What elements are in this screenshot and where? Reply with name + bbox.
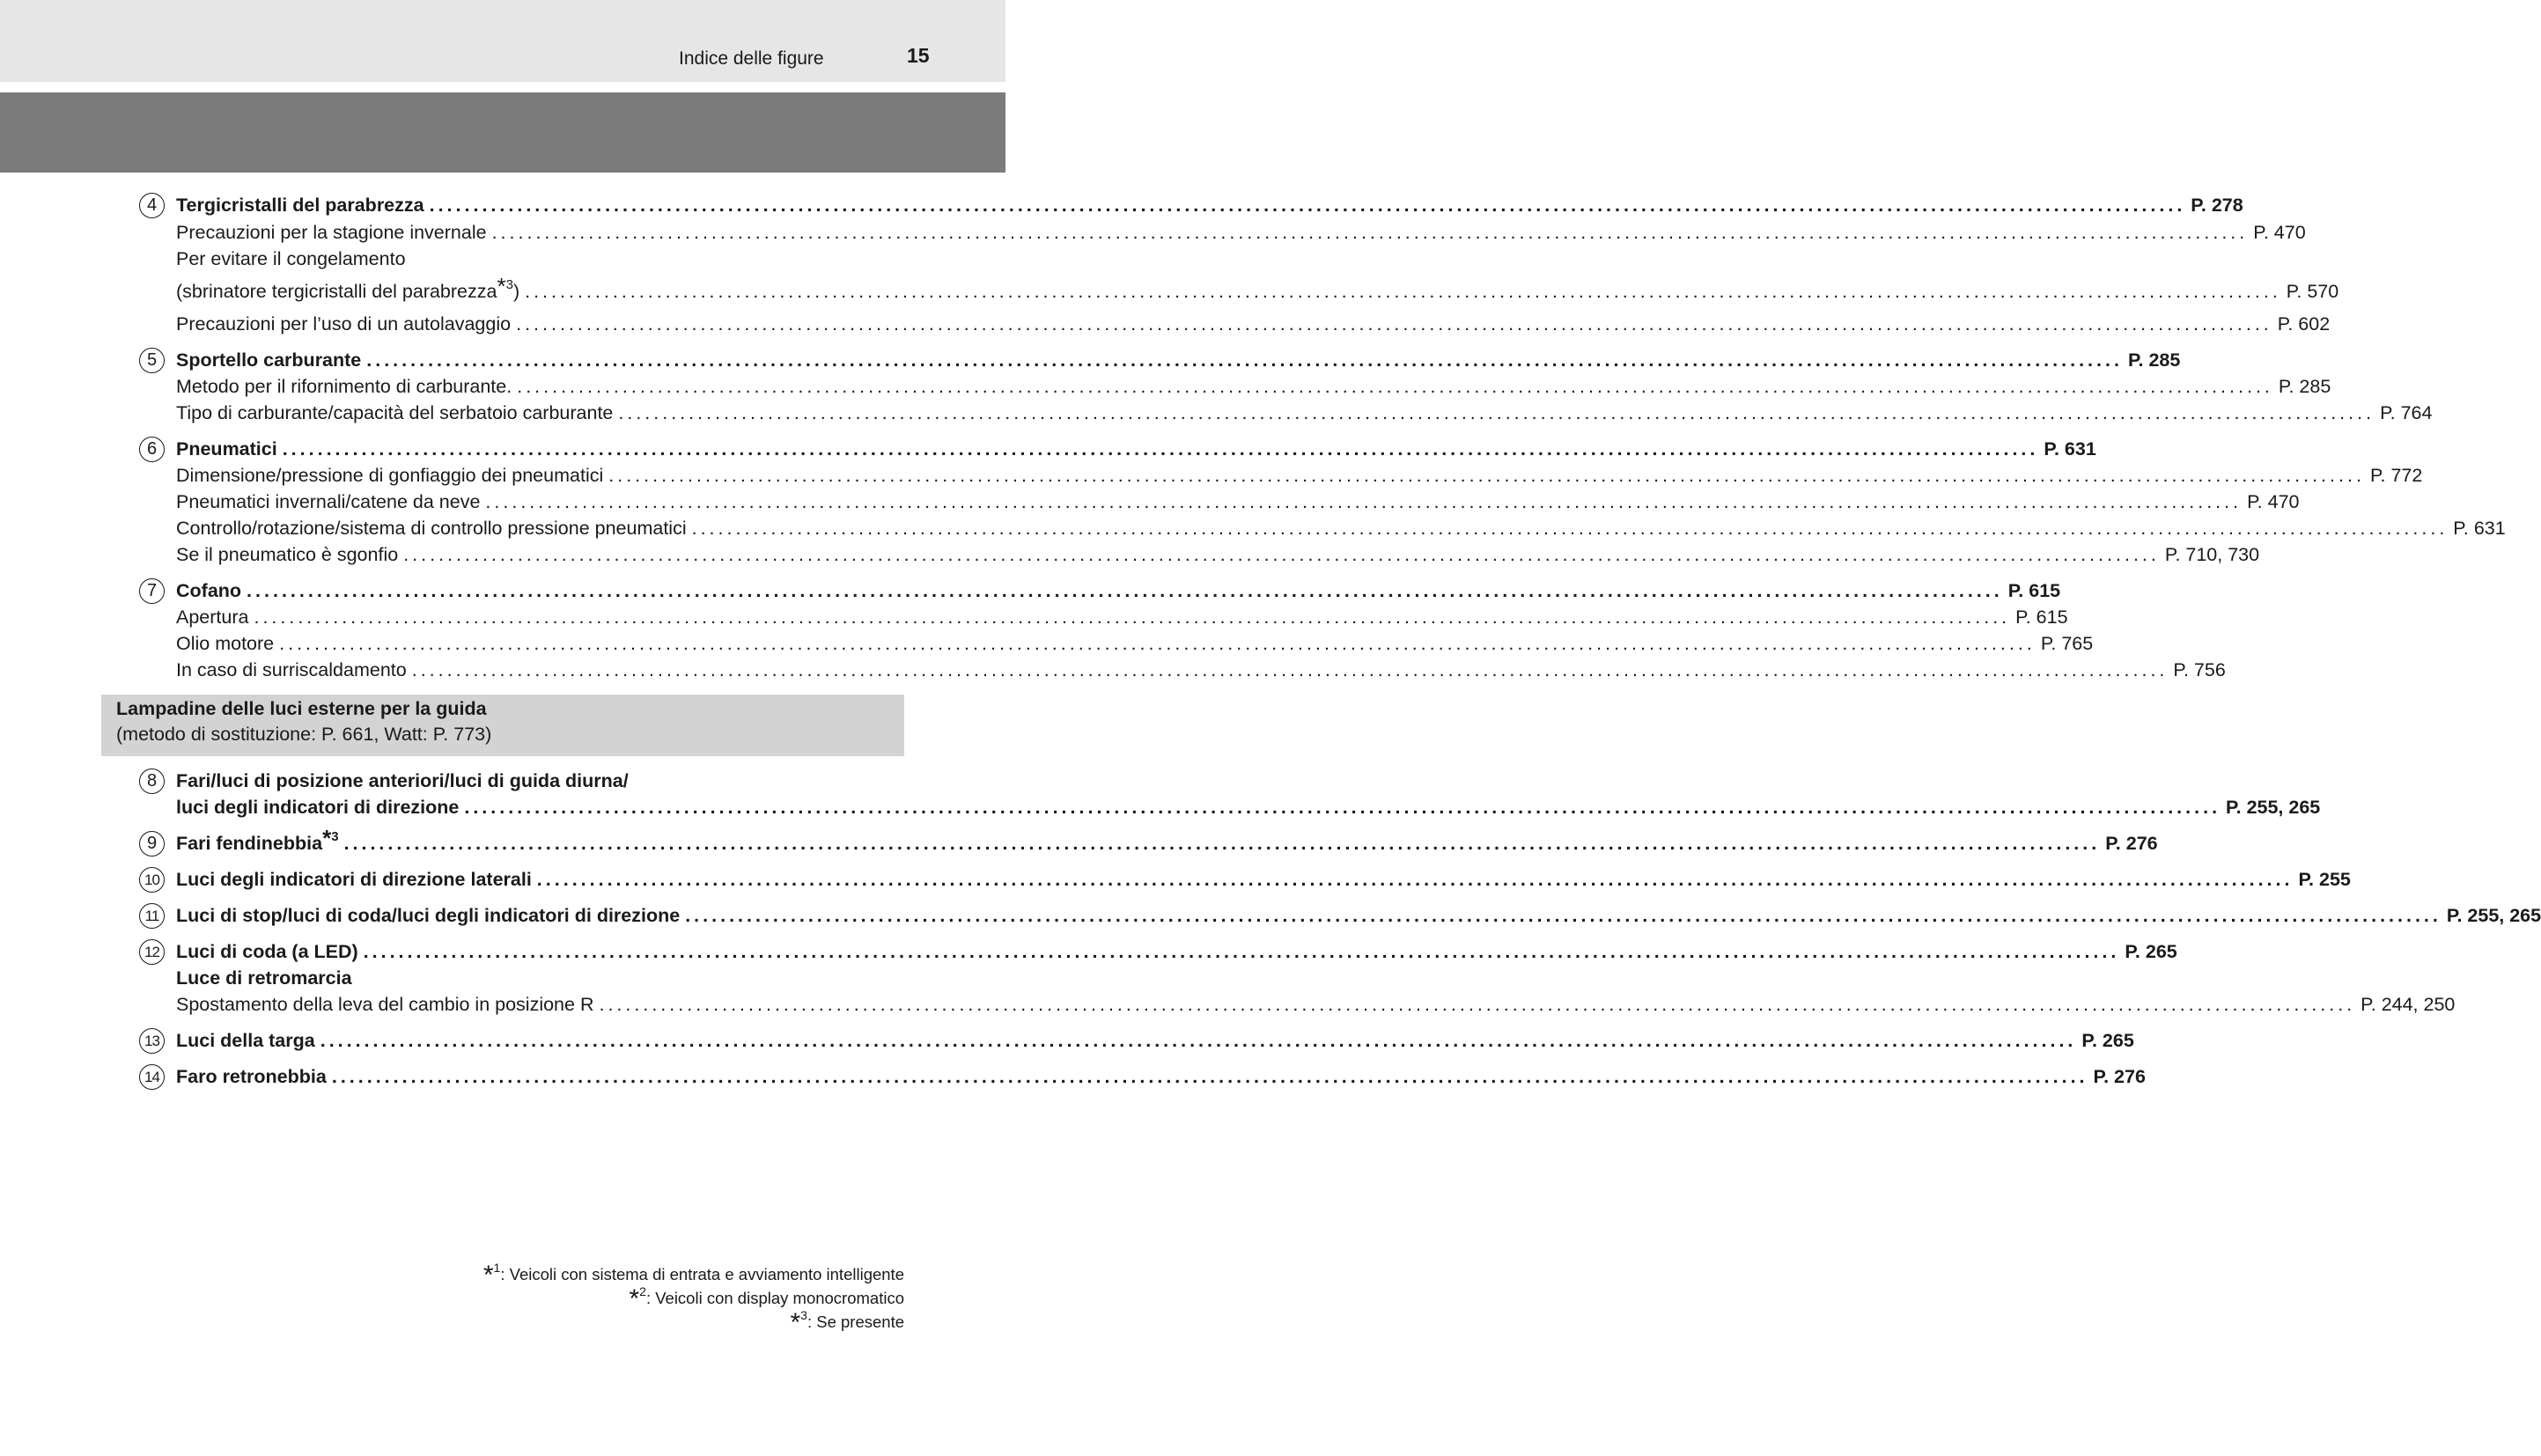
entry-label: Controllo/rotazione/sistema di controllo pressione pneumatici — [176, 518, 687, 539]
footnote-star: * — [322, 825, 332, 851]
index-entry[interactable] — [176, 489, 2300, 515]
index-entry-line — [176, 515, 2506, 541]
index-entry[interactable] — [176, 866, 2351, 893]
item-number-12: 12 — [139, 939, 165, 965]
entry-label: Precauzioni per l’uso di un autolavaggio — [176, 313, 512, 335]
entry-page-ref[interactable]: P. 631 — [2453, 518, 2506, 539]
index-entry[interactable] — [176, 541, 2260, 568]
entry-page-ref[interactable]: P. 265 — [2125, 941, 2177, 962]
index-entry[interactable] — [176, 246, 863, 272]
entry-label: Luci della targa — [176, 1030, 315, 1051]
entry-label: (sbrinatore tergicristalli del parabrezza$^{*3}$) — [176, 273, 520, 302]
section-title: Lampadine delle luci esterne per la guida — [116, 698, 487, 719]
entry-label: Pneumatici invernali/catene da neve — [176, 491, 481, 512]
entry-page-ref[interactable]: P. 570 — [2286, 281, 2339, 302]
entry-page-ref[interactable]: P. 244, 250 — [2361, 994, 2456, 1015]
item-number-9: 9 — [139, 831, 165, 857]
index-entry-line — [176, 489, 2300, 515]
entry-label: Cofano — [176, 580, 242, 601]
entry-page-ref[interactable]: P. 285 — [2127, 349, 2181, 371]
dot-leader: ........................................................................................................................................................................................................ — [279, 633, 2036, 654]
index-entry[interactable] — [176, 347, 2181, 373]
entry-page-ref[interactable]: P. 602 — [2277, 313, 2331, 335]
entry-label: Faro retronebbia — [176, 1066, 327, 1087]
dot-leader: ........................................................................................................................................................................................................ — [320, 1030, 2077, 1051]
dot-leader: ........................................................................................................................................................................................................ — [691, 518, 2449, 539]
index-entry-line — [176, 436, 2096, 462]
dot-leader: ........................................................................................................................................................................................................ — [254, 607, 2011, 628]
item-number-13: 13 — [139, 1028, 165, 1054]
index-entry[interactable] — [176, 938, 2177, 965]
index-entry[interactable] — [176, 825, 2158, 857]
dot-leader: ........................................................................................................................................................................................................ — [525, 281, 2281, 302]
entry-page-ref[interactable]: P. 615 — [2007, 580, 2061, 601]
footnote-number: 3 — [800, 1308, 807, 1322]
header-dark-band — [0, 92, 1005, 173]
entry-label: Olio motore — [176, 633, 275, 654]
entry-page-ref[interactable]: P. 772 — [2369, 465, 2423, 486]
index-entry[interactable] — [176, 373, 2331, 400]
footnote-text: : Veicoli con sistema di entrata e avviamento intelligente — [500, 1265, 904, 1283]
dot-leader: ........................................................................................................................................................................................................ — [411, 659, 2169, 680]
index-entry[interactable] — [176, 311, 2331, 337]
entry-page-ref[interactable]: P. 470 — [2247, 491, 2300, 512]
item-number-6: 6 — [139, 437, 165, 462]
entry-page-ref[interactable]: P. 255, 265 — [2446, 905, 2541, 926]
index-entry[interactable] — [176, 436, 2096, 462]
footnote-ref: 3 — [505, 277, 513, 292]
footnote-ref: 3 — [331, 829, 339, 844]
entry-label: Se il pneumatico è sgonfio — [176, 544, 399, 565]
entry-label: Fari/luci di posizione anteriori/luci di guida diurna/ — [176, 770, 629, 791]
dot-leader: ........................................................................................................................................................................................................ — [618, 402, 2375, 423]
entry-label: Luce di retromarcia — [176, 967, 352, 989]
index-entry[interactable] — [176, 400, 2433, 426]
entry-label: Luci di stop/luci di coda/luci degli indicatori di direzione — [176, 905, 681, 926]
entry-page-ref[interactable]: P. 255 — [2298, 869, 2351, 890]
index-entry[interactable] — [176, 657, 2226, 683]
dot-leader: ........................................................................................................................................................................................................ — [536, 869, 2294, 890]
item-number-7: 7 — [139, 578, 165, 604]
header-title: Indice delle figure — [679, 48, 824, 69]
index-entry[interactable] — [176, 768, 863, 794]
entry-label: Spostamento della leva del cambio in posizione R — [176, 994, 594, 1015]
dot-leader: ........................................................................................................................................................................................................ — [464, 797, 2221, 818]
index-entry-line — [176, 1063, 2146, 1090]
dot-leader: ........................................................................................................................................................................................................ — [343, 833, 2101, 854]
entry-page-ref[interactable]: P. 255, 265 — [2226, 797, 2321, 818]
entry-page-ref[interactable]: P. 276 — [2093, 1066, 2146, 1087]
index-entry[interactable] — [176, 192, 2243, 218]
index-entry-line — [176, 657, 2226, 683]
index-entry[interactable] — [176, 1063, 2146, 1090]
dot-leader: ........................................................................................................................................................................................................ — [491, 222, 2249, 243]
index-entry-line — [176, 192, 2243, 218]
footnote-star: * — [790, 1308, 801, 1337]
dot-leader: ........................................................................................................................................................................................................ — [608, 465, 2365, 486]
entry-label: Precauzioni per la stagione invernale — [176, 222, 487, 243]
entry-page-ref[interactable]: P. 615 — [2015, 607, 2068, 628]
index-entry-line — [176, 400, 2433, 426]
entry-page-ref[interactable]: P. 710, 730 — [2164, 544, 2260, 565]
dot-leader: ........................................................................................................................................................................................................ — [247, 580, 2003, 601]
index-entry[interactable] — [176, 1027, 2134, 1054]
index-entry[interactable] — [176, 577, 2061, 604]
dot-leader: ........................................................................................................................................................................................................ — [282, 438, 2039, 460]
item-number-4: 4 — [139, 193, 165, 218]
entry-label: Luci degli indicatori di direzione laterali — [176, 869, 532, 890]
entry-label: Tipo di carburante/capacità del serbatoio carburante — [176, 402, 614, 423]
footnote-star: * — [497, 273, 506, 299]
index-entry-line — [176, 965, 863, 991]
footnote-text: : Se presente — [806, 1313, 904, 1331]
entry-page-ref[interactable]: P. 765 — [2040, 633, 2094, 654]
entry-page-ref[interactable]: P. 278 — [2191, 195, 2243, 216]
page-number: 15 — [907, 44, 930, 67]
entry-label: Per evitare il congelamento — [176, 248, 406, 269]
dot-leader: ........................................................................................................................................................................................................ — [685, 905, 2442, 926]
section-subtitle: (metodo di sostituzione: P. 661, Watt: P. 773) — [116, 724, 492, 745]
index-entry[interactable] — [176, 902, 2541, 929]
index-entry[interactable] — [176, 794, 2321, 820]
index-entry-line — [176, 604, 2068, 630]
entry-label: Metodo per il rifornimento di carburante. — [176, 376, 512, 397]
index-entry-line — [176, 991, 2456, 1018]
index-entry-line — [176, 246, 863, 272]
entry-page-ref[interactable]: P. 276 — [2105, 833, 2158, 854]
index-entry-line — [176, 866, 2351, 893]
entry-label: Fari fendinebbia$^{*3}$ — [176, 825, 339, 854]
entry-page-ref[interactable]: P. 764 — [2380, 402, 2433, 423]
entry-label: Dimensione/pressione di gonfiaggio dei pneumatici — [176, 465, 604, 486]
index-entry[interactable] — [176, 965, 863, 991]
footnote-star: * — [629, 1284, 640, 1313]
index-entry[interactable] — [176, 991, 2456, 1018]
index-entry-line — [176, 794, 2321, 820]
entry-page-ref[interactable]: P. 265 — [2081, 1030, 2134, 1051]
entry-label: luci degli indicatori di direzione — [176, 797, 460, 818]
index-entry-line — [176, 630, 2094, 657]
entry-page-ref[interactable]: P. 631 — [2044, 438, 2096, 460]
footnote-number: 1 — [493, 1261, 501, 1275]
entry-label: Tergicristalli del parabrezza — [176, 195, 424, 216]
dot-leader: ........................................................................................................................................................................................................ — [366, 349, 2123, 371]
entry-page-ref[interactable]: P. 470 — [2253, 222, 2306, 243]
footnote-star: * — [482, 1261, 494, 1290]
dot-leader: ........................................................................................................................................................................................................ — [485, 491, 2243, 512]
dot-leader: ........................................................................................................................................................................................................ — [517, 376, 2273, 397]
entry-page-ref[interactable]: P. 285 — [2278, 376, 2331, 397]
index-entry-line — [176, 768, 863, 794]
index-entry-line — [176, 825, 2158, 857]
index-entry-line — [176, 1027, 2134, 1054]
entry-label: Sportello carburante — [176, 349, 362, 371]
footnote-3 — [790, 1308, 904, 1338]
item-number-11: 11 — [139, 903, 165, 929]
footnote-number: 2 — [639, 1284, 646, 1298]
entry-label: Pneumatici — [176, 438, 277, 460]
index-entry-line — [176, 462, 2423, 489]
index-entry[interactable] — [176, 462, 2423, 489]
dot-leader: ........................................................................................................................................................................................................ — [403, 544, 2160, 565]
dot-leader: ........................................................................................................................................................................................................ — [516, 313, 2272, 335]
index-entry[interactable] — [176, 515, 2506, 541]
dot-leader: ........................................................................................................................................................................................................ — [331, 1066, 2088, 1087]
entry-label: Apertura — [176, 607, 249, 628]
index-entry-line — [176, 347, 2181, 373]
entry-page-ref[interactable]: P. 756 — [2173, 659, 2226, 680]
dot-leader: ........................................................................................................................................................................................................ — [363, 941, 2120, 962]
item-number-8: 8 — [139, 768, 165, 794]
index-entry[interactable] — [176, 273, 2339, 305]
entry-label: Luci di coda (a LED) — [176, 941, 358, 962]
item-number-14: 14 — [139, 1064, 165, 1090]
index-entry-line — [176, 311, 2331, 337]
dot-leader: ........................................................................................................................................................................................................ — [429, 195, 2186, 216]
index-entry[interactable] — [176, 630, 2094, 657]
entry-label: In caso di surriscaldamento — [176, 659, 407, 680]
item-number-10: 10 — [139, 867, 165, 893]
index-entry[interactable] — [176, 219, 2306, 246]
index-entry-line — [176, 541, 2260, 568]
index-entry-line — [176, 273, 2339, 305]
index-entry-line — [176, 373, 2331, 400]
header-band — [0, 0, 1005, 82]
dot-leader: ........................................................................................................................................................................................................ — [599, 994, 2356, 1015]
index-entry-line — [176, 902, 2541, 929]
item-number-5: 5 — [139, 348, 165, 373]
index-entry-line — [176, 219, 2306, 246]
index-entry-line — [176, 938, 2177, 965]
footnote-text: : Veicoli con display monocromatico — [645, 1289, 904, 1307]
index-entry[interactable] — [176, 604, 2068, 630]
index-entry-line — [176, 577, 2061, 604]
